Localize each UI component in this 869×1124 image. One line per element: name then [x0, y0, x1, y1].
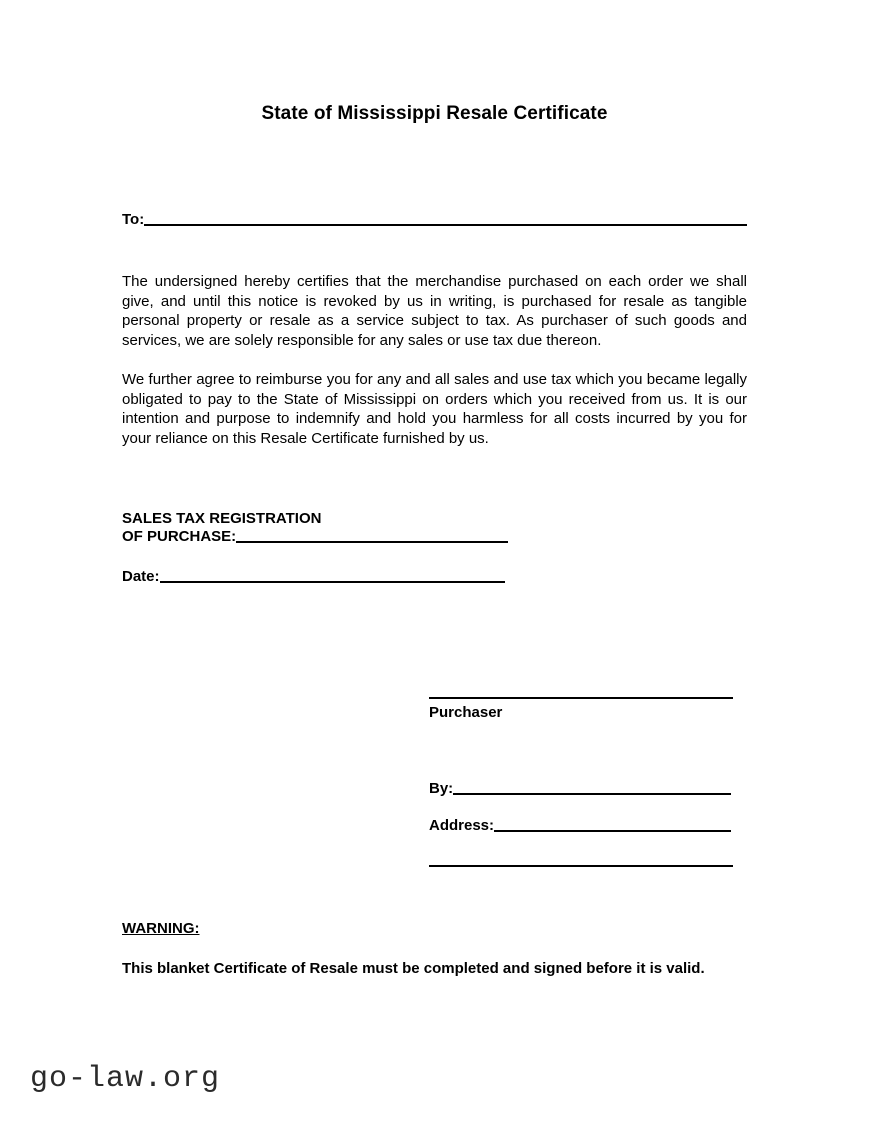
purchaser-label: Purchaser	[429, 704, 503, 721]
sales-tax-registration-heading: SALES TAX REGISTRATION	[122, 510, 322, 527]
of-purchase-blank-line[interactable]	[236, 540, 508, 543]
date-field-blank-line[interactable]	[160, 580, 505, 583]
address-field-blank-line[interactable]	[494, 829, 731, 832]
address-field-row	[429, 818, 731, 833]
body-text	[122, 272, 747, 448]
warning-heading: WARNING:	[122, 920, 200, 937]
to-field-blank-line[interactable]	[144, 223, 747, 226]
by-field-label: By:	[429, 780, 454, 797]
watermark: go-law.org	[30, 1062, 221, 1096]
address-field-label: Address:	[429, 817, 495, 834]
warning-block	[122, 919, 742, 979]
date-field-row	[122, 569, 505, 584]
address-second-blank-line[interactable]	[429, 865, 733, 867]
warning-text: This blanket Certificate of Resale must be completed and signed before it is valid.	[122, 960, 705, 977]
signature-block	[429, 697, 733, 867]
by-field-blank-line[interactable]	[453, 792, 731, 795]
sales-tax-registration-row	[122, 529, 508, 544]
by-field-row	[429, 781, 731, 796]
page-title: State of Mississippi Resale Certificate	[261, 103, 608, 124]
purchaser-signature-line[interactable]	[429, 697, 733, 699]
date-field-label: Date:	[122, 568, 160, 585]
to-field-row	[122, 212, 747, 227]
to-field-label: To:	[122, 211, 145, 228]
sales-tax-registration-block	[122, 509, 572, 544]
body-paragraph-2: We further agree to reimburse you for any and all sales and use tax which you became legally obligated to pay to the State of Mississippi on orders which you received from us. It is our intention and purpose to indemnify and hold you harmless for all costs incurred by you for your reliance on this Resale Certificate furnished by us.	[122, 371, 747, 447]
of-purchase-label: OF PURCHASE:	[122, 528, 237, 545]
body-paragraph-1: The undersigned hereby certifies that the merchandise purchased on each order we shall give, and until this notice is revoked by us in writing, is purchased for resale as tangible personal property or resale as a service subject to tax. As purchaser of such goods and services, we are solely responsible for any sales or use tax due thereon.	[122, 273, 747, 349]
